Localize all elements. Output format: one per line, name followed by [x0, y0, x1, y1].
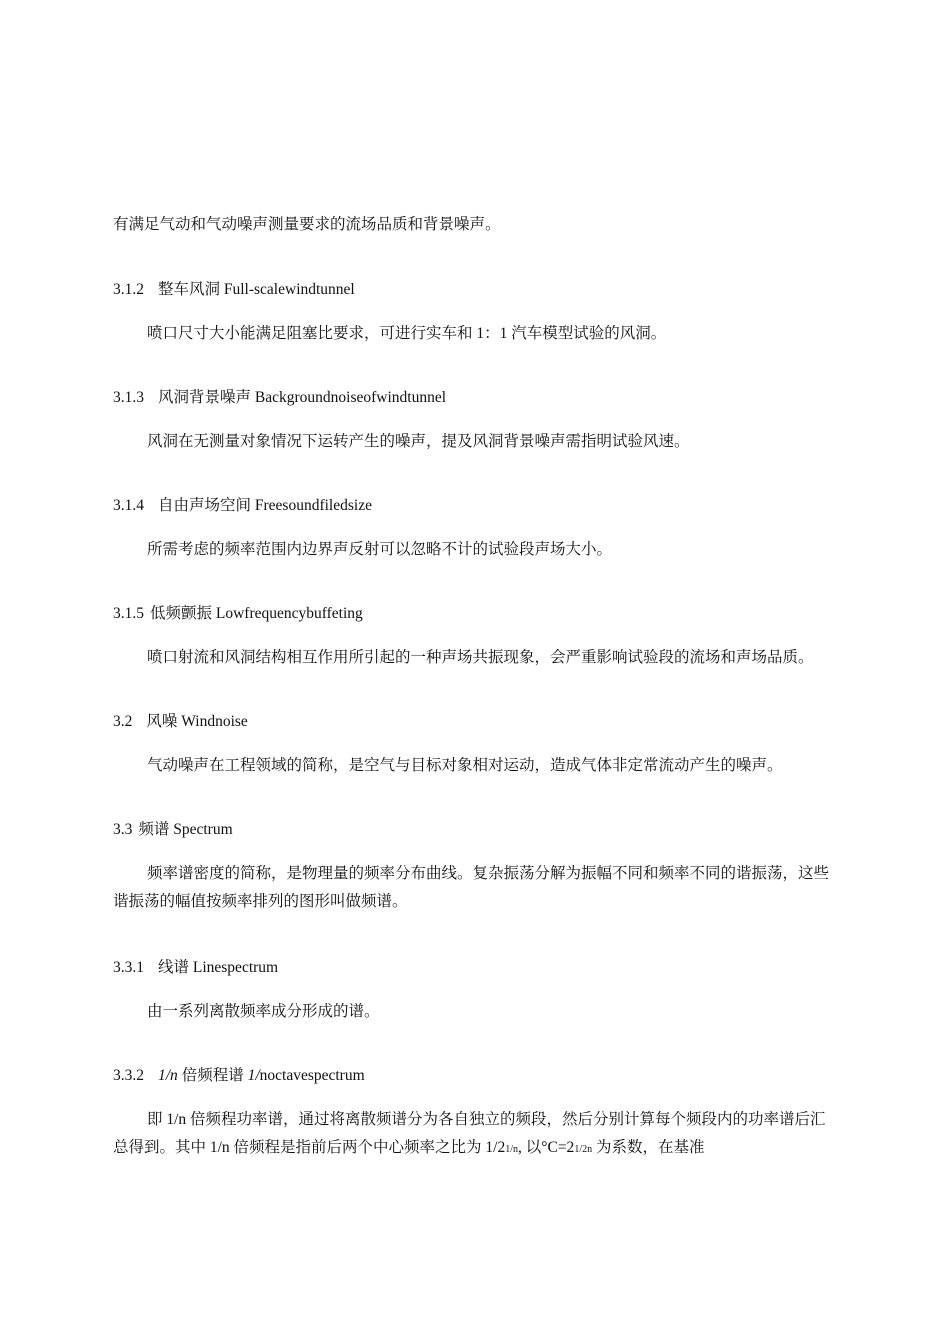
- section-body-text: , 以°C=2: [518, 1139, 575, 1156]
- section-title: 风洞背景噪声 Backgroundnoiseofwindtunnel: [158, 389, 447, 406]
- section-body-text: 风洞在无测量对象情况下运转产生的噪声，提及风洞背景噪声需指明试验风速。: [147, 433, 690, 450]
- section-heading-3-3-2: [113, 1066, 365, 1086]
- section-title: 频谱 Spectrum: [138, 821, 233, 838]
- section-body-text: 所需考虑的频率范围内边界声反射可以忽略不计的试验段声场大小。: [147, 541, 613, 558]
- section-number: 3.3.2: [113, 1067, 144, 1084]
- section-heading-3-1-2: [113, 280, 355, 300]
- section-body-subscript: 1/2n: [574, 1144, 593, 1155]
- section-body-subscript: 1/n: [505, 1144, 519, 1155]
- section-body-text: 即 1/n 倍频程功率谱，通过将离散频谱分为各自独立的频段，然后分别计算每个频段内的功率谱后汇总得到。其中 1/n 倍频程是指前后两个中心频率之比为 1/2: [113, 1111, 826, 1156]
- section-heading-3-1-3: [113, 388, 446, 408]
- section-title: 低频颤振 Lowfrequencybuffeting: [150, 605, 363, 622]
- section-heading-3-1-5: [113, 604, 363, 624]
- section-body-text: 喷口射流和风洞结构相互作用所引起的一种声场共振现象，会严重影响试验段的流场和声场品质。: [147, 649, 814, 666]
- section-body-text: 喷口尺寸大小能满足阻塞比要求，可进行实车和 1：1 汽车模型试验的风洞。: [147, 325, 667, 342]
- section-title-italic-part: 1/n: [158, 1067, 178, 1084]
- section-body-3-3-2: [113, 1106, 835, 1164]
- section-heading-3-2: [113, 712, 248, 732]
- section-number: 3.2: [113, 713, 133, 730]
- section-heading-3-3-1: [113, 958, 278, 978]
- section-title: 风噪 Windnoise: [146, 713, 248, 730]
- section-title-italic-part: 1/: [247, 1067, 260, 1084]
- section-number: 3.1.2: [113, 281, 144, 298]
- section-title: 整车风洞 Full-scalewindtunnel: [158, 281, 355, 298]
- section-body-3-1-5: [147, 648, 814, 668]
- section-body-3-3-1: [147, 1002, 380, 1022]
- section-title: 线谱 Linespectrum: [158, 959, 279, 976]
- lead-paragraph: [113, 215, 501, 235]
- lead-text: 有满足气动和气动噪声测量要求的流场品质和背景噪声。: [113, 216, 501, 233]
- section-number: 3.1.5: [113, 605, 144, 622]
- section-body-text: 为系数，在基准: [592, 1139, 705, 1156]
- section-body-text: 由一系列离散频率成分形成的谱。: [147, 1003, 380, 1020]
- section-number: 3.1.4: [113, 497, 144, 514]
- section-heading-3-1-4: [113, 496, 372, 516]
- section-body-3-1-2: [147, 324, 666, 344]
- section-body-3-2: [147, 756, 783, 776]
- section-number: 3.3: [113, 821, 133, 838]
- section-title: 自由声场空间 Freesoundfiledsize: [158, 497, 372, 514]
- section-body-3-3: [113, 860, 835, 916]
- section-number: 3.3.1: [113, 959, 144, 976]
- section-body-text: 气动噪声在工程领域的简称，是空气与目标对象相对运动，造成气体非定常流动产生的噪声。: [147, 757, 783, 774]
- section-body-3-1-3: [147, 432, 690, 452]
- section-title-part: noctavespectrum: [259, 1067, 365, 1084]
- section-body-3-1-4: [147, 540, 612, 560]
- section-number: 3.1.3: [113, 389, 144, 406]
- section-title-part: 倍频程谱: [177, 1067, 248, 1084]
- section-heading-3-3: [113, 820, 233, 840]
- section-body-text: 频率谱密度的简称，是物理量的频率分布曲线。复杂振荡分解为振幅不同和频率不同的谐振荡，这些谐振荡的幅值按频率排列的图形叫做频谱。: [113, 865, 830, 910]
